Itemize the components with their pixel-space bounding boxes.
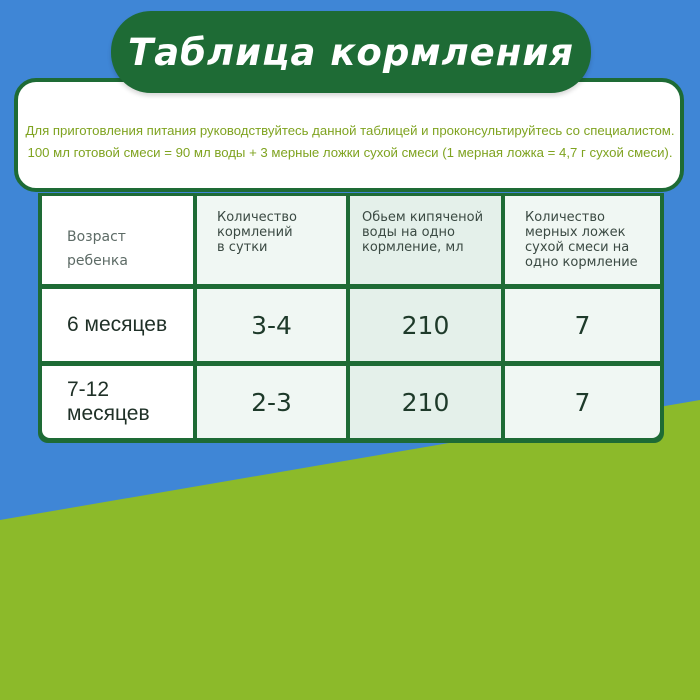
row-1-age: 6 месяцев [42, 289, 193, 361]
row-1-water: 210 [350, 289, 501, 361]
row-1-feedings: 3-4 [197, 289, 346, 361]
header-age: Возраст ребенка [42, 196, 193, 284]
instructions-line-1: Для приготовления питания руководствуйтесь данной таблицей и проконсультируйтесь со специалистом. [25, 123, 675, 138]
row-2-spoons: 7 [505, 366, 660, 438]
header-spoons: Количество мерных ложек сухой смеси на одно кормление [505, 196, 660, 284]
row-1-spoons: 7 [505, 289, 660, 361]
row-2-feedings: 2-3 [197, 366, 346, 438]
row-2-age: 7-12 месяцев [42, 366, 193, 438]
title-banner [111, 11, 591, 93]
instructions-text [24, 120, 676, 164]
instructions-line-2: 100 мл готовой смеси = 90 мл воды + 3 мерные ложки сухой смеси (1 мерная ложка = 4,7 г сухой смеси). [27, 145, 673, 160]
row-2-water: 210 [350, 366, 501, 438]
page-title: Таблица кормления [127, 30, 575, 74]
feeding-table [38, 193, 664, 443]
header-feedings: Количество кормлений в сутки [197, 196, 346, 284]
header-water: Обьем кипяченой воды на одно кормление, мл [350, 196, 501, 284]
